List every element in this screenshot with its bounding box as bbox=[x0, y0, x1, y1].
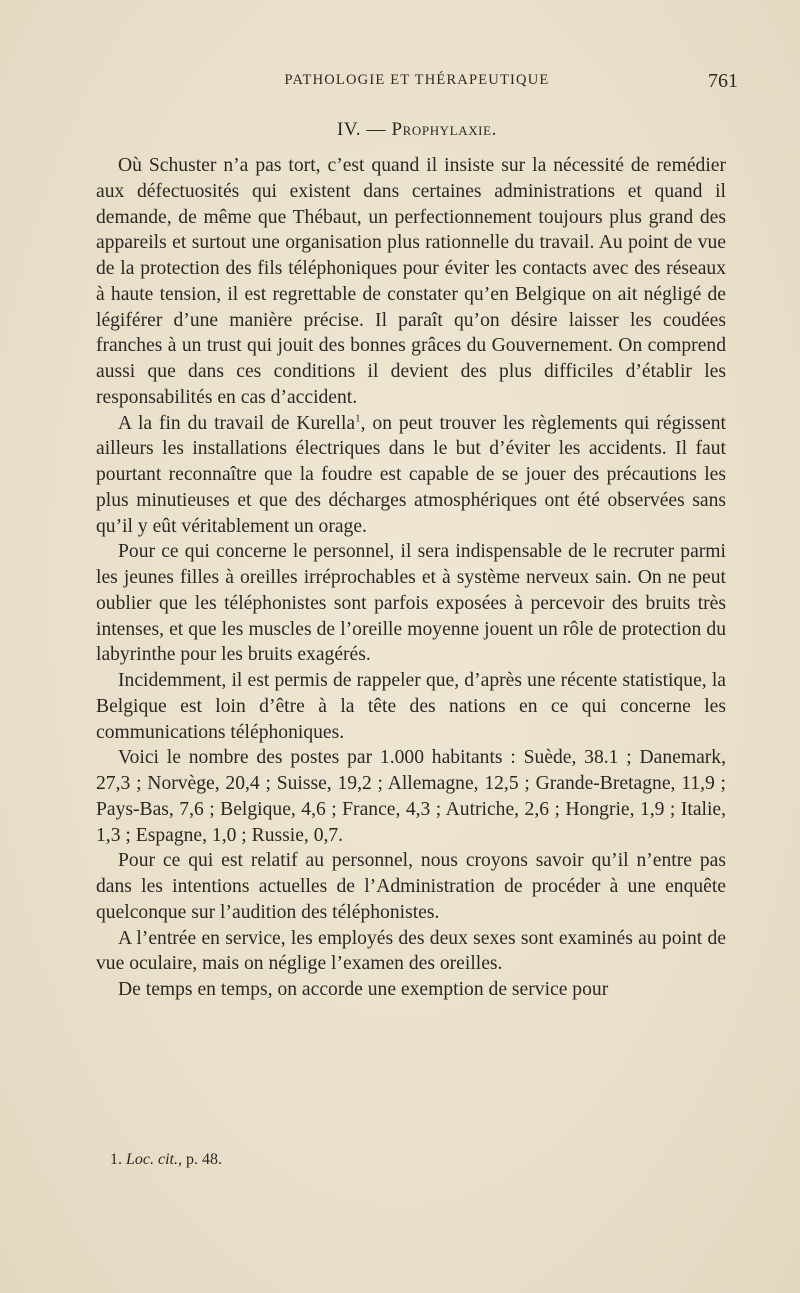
footnote-number: 1. bbox=[110, 1151, 122, 1168]
body-text bbox=[96, 153, 726, 1003]
paragraph-7: A l’entrée en service, les employés des deux sexes sont examinés au point de vue oculaire, mais on néglige l’examen des oreilles. bbox=[96, 927, 726, 975]
paragraph-4: Incidemment, il est permis de rappeler que, d’après une récente statistique, la Belgique est loin d’être à la tête des nations en ce qui concerne les communications téléphoniques. bbox=[96, 670, 726, 743]
section-number: IV. — bbox=[336, 119, 387, 140]
running-head bbox=[96, 70, 738, 94]
paragraph-kurella bbox=[96, 411, 726, 540]
footnote-page: p. 48. bbox=[186, 1151, 222, 1168]
footnote-reference[interactable]: 1 bbox=[355, 411, 361, 424]
paragraph-kurella-start: A la fin du travail de Kurella bbox=[118, 412, 356, 434]
footnote-citation: Loc. cit., bbox=[126, 1151, 182, 1168]
paragraph-5: Voici le nombre des postes par 1.000 habitants : Suède, 38.1 ; Danemark, 27,3 ; Norvège, 20,4 ; Suisse, 19,2 ; Allemagne, 12,5 ; Grande-Bretagne, 11,9 ; Pays-Bas, 7,6 ; Belgique, 4,6 ; France, 4,3 ; Autriche, 2,6 ; Hongrie, 1,9 ; Italie, 1,3 ; Espagne, 1,0 ; Russie, 0,7. bbox=[96, 747, 726, 846]
page-number: 761 bbox=[708, 70, 738, 92]
paragraph-1: Où Schuster n’a pas tort, c’est quand il insiste sur la nécessité de remédier aux défectuosités qui existent dans certaines administrations et quand il demande, de même que Thébaut, un perfectionnement toujours plus grand des appareils et surtout une organisation plus rationnelle du travail. Au point de vue de la protection des fils téléphoniques pour éviter les contacts avec des réseaux à haute tension, il est regrettable de constater qu’en Belgique on ait négligé de légiférer d’une manière précise. Il paraît qu’on désire laisser les coudées franches à un trust qui jouit des bonnes grâces du Gouvernement. On comprend aussi que dans ces conditions il devient des plus difficiles d’établir les responsabilités en cas d’accident. bbox=[96, 155, 726, 408]
paragraph-3: Pour ce qui concerne le personnel, il sera indispensable de le recruter parmi les jeunes filles à oreilles irréprochables et à système nerveux sain. On ne peut oublier que les téléphonistes sont parfois exposées à percevoir des bruits très intenses, et que les muscles de l’oreille moyenne jouent un rôle de protection du labyrinthe pour les bruits exagérés. bbox=[96, 541, 726, 666]
section-title: Prophylaxie. bbox=[391, 119, 498, 140]
running-title: PATHOLOGIE ET THÉRAPEUTIQUE bbox=[284, 72, 550, 88]
paragraph-kurella-rest: , on peut trouver les règlements qui régissent ailleurs les installations électriques dans le but d’éviter les accidents. Il faut pourtant reconnaître que la foudre est capable de se jouer des précautions les plus minutieuses et que des décharges atmosphériques ont été observées sans qu’il y eût véritablement un orage. bbox=[96, 412, 726, 537]
paragraph-8: De temps en temps, on accorde une exemption de service pour bbox=[118, 979, 609, 1000]
paragraph-6: Pour ce qui est relatif au personnel, nous croyons savoir qu’il n’entre pas dans les intentions actuelles de l’Administration de procéder à une enquête quelconque sur l’audition des téléphonistes. bbox=[96, 850, 726, 923]
footnote bbox=[110, 1151, 222, 1169]
section-heading bbox=[96, 119, 738, 141]
